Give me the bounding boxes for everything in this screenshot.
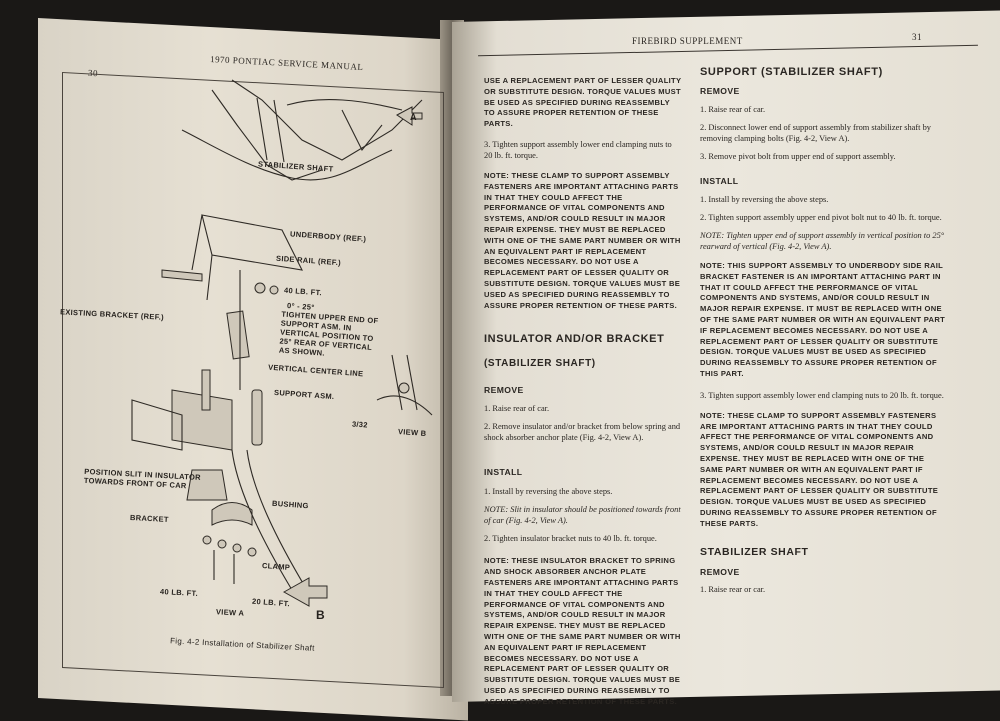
right-page-number: 31 <box>912 32 922 42</box>
support-remove-step-1: 1. Raise rear of car. <box>700 105 766 114</box>
label-torque-upper: 40 LB. FT. <box>283 285 323 298</box>
label-clamp: CLAMP <box>261 561 291 572</box>
left-page-number: 30 <box>87 67 99 79</box>
col1-step3: 3. Tighten support assembly lower end clamping nuts to 20 lb. ft. torque. <box>484 139 672 160</box>
label-bushing: BUSHING <box>271 498 309 511</box>
support-install-step-2: 2. Tighten support assembly upper end pivot bolt nut to 40 lb. ft. torque. <box>700 213 942 222</box>
label-existing-bracket: EXISTING BRACKET (REF.) <box>59 307 165 322</box>
label-view-a: VIEW A <box>215 607 245 618</box>
left-page-header: 1970 PONTIAC SERVICE MANUAL <box>209 53 364 73</box>
label-side-rail: SIDE RAIL (REF.) <box>275 253 342 268</box>
stabilizer-shaft-illustration <box>59 67 442 650</box>
col2-note2: NOTE: THESE CLAMP TO SUPPORT ASSEMBLY FASTENERS ARE IMPORTANT ATTACHING PARTS IN THAT THEY COULD AFFECT THE PERFORMANCE OF VITAL COMPONENTS AND SYSTEMS, AND/OR COULD RESULT IN MAJOR REPAIR EXPENSE. THEY MUST BE REPLACED WITH ONE OF THE SAME PART NUMBER OR WITH AN EQUIVALENT PART IF REPLACEMENT BECOMES NECESSARY. DO NOT USE A REPLACEMENT PART OF LESSER QUALITY OR SUBSTITUTE DESIGN. TORQUE VALUES MUST BE USED AS SPECIFIED DURING REASSEMBLY TO ASSURE PROPER RETENTION OF THESE PARTS. <box>700 410 939 528</box>
label-dimension: 3/32 <box>351 419 369 430</box>
insulator-install-step-2: 2. Tighten insulator bracket nuts to 40 lb. ft. torque. <box>484 534 657 544</box>
support-remove-heading: REMOVE <box>700 86 740 96</box>
insulator-section-subtitle: (STABILIZER SHAFT) <box>484 358 596 370</box>
stabilizer-remove-step-1: 1. Raise rear or car. <box>700 584 766 594</box>
col1-note2: NOTE: THESE INSULATOR BRACKET TO SPRING AND SHOCK ABSORBER ANCHOR PLATE FASTENERS ARE IMPORTANT ATTACHING PARTS IN THAT THEY COULD AFFECT THE PERFORMANCE OF VITAL COMPONENTS AND SYSTEMS, AND/OR COULD RESULT IN MAJOR REPAIR EXPENSE. THEY MUST BE REPLACED WITH ONE OF THE SAME PART NUMBER OR WITH AN EQUIVALENT PART IF REPLACEMENT BECOMES NECESSARY. DO NOT USE A REPLACEMENT PART OF LESSER QUALITY OR SUBSTITUTE DESIGN. TORQUE VALUES MUST BE USED AS SPECIFIED DURING REASSEMBLY TO ASSURE PROPER RETENTION OF THESE PARTS. <box>484 556 681 706</box>
insulator-install-note: NOTE: Slit in insulator should be positioned towards front of car (Fig. 4-2, View A). <box>484 505 681 526</box>
label-torque-left: 40 LB. FT. <box>159 587 199 598</box>
stabilizer-remove-heading: REMOVE <box>700 566 740 577</box>
col1-intro-note: USE A REPLACEMENT PART OF LESSER QUALITY OR SUBSTITUTE DESIGN. TORQUE VALUES MUST BE USED AS SPECIFIED DURING REASSEMBLY TO ASSURE PROPER RETENTION OF THESE PARTS. <box>484 76 682 129</box>
support-install-step-1: 1. Install by reversing the above steps. <box>700 195 829 204</box>
insulator-install-heading: INSTALL <box>484 467 523 478</box>
label-view-b: VIEW B <box>397 427 427 438</box>
label-arrow-b: B <box>316 608 325 622</box>
label-tighten-note: TIGHTEN UPPER END OF SUPPORT ASM. IN VERTICAL POSITION TO 25° REAR OF VERTICAL AS SHOWN. <box>278 309 379 358</box>
support-section-title: SUPPORT (STABILIZER SHAFT) <box>700 66 883 78</box>
label-arrow-a: A <box>410 112 417 122</box>
insulator-install-step-1: 1. Install by reversing the above steps. <box>484 487 613 497</box>
figure-caption: Fig. 4-2 Installation of Stabilizer Shaft <box>169 636 315 653</box>
support-install-note: NOTE: Tighten upper end of support assembly in vertical position to 25° rearward of vertical (Fig. 4-2, View A). <box>700 231 945 251</box>
insulator-remove-step-1: 1. Raise rear of car. <box>484 404 550 414</box>
insulator-remove-step-2: 2. Remove insulator and/or bracket from below spring and shock absorber anchor plate (Fig. 4-2, View A). <box>484 422 681 443</box>
col1-note1: NOTE: THESE CLAMP TO SUPPORT ASSEMBLY FASTENERS ARE IMPORTANT ATTACHING PARTS IN THAT THEY COULD AFFECT THE PERFORMANCE OF VITAL COMPONENTS AND SYSTEMS, AND/OR COULD RESULT IN MAJOR REPAIR EXPENSE. THEY MUST BE REPLACED WITH ONE OF THE SAME PART NUMBER OR WITH AN EQUIVALENT PART IF REPLACEMENT BECOMES NECESSARY. DO NOT USE A REPLACEMENT PART OF LESSER QUALITY OR SUBSTITUTE DESIGN. TORQUE VALUES MUST BE USED AS SPECIFIED DURING REASSEMBLY TO ASSURE PROPER RETENTION OF THESE PARTS. <box>484 170 681 310</box>
col2-step3: 3. Tighten support assembly lower end clamping nuts to 20 lb. ft. torque. <box>700 390 944 400</box>
stabilizer-exploded-drawing <box>129 215 432 606</box>
label-position-slit: POSITION SLIT IN INSULATOR TOWARDS FRONT OF CAR <box>83 466 202 491</box>
support-remove-step-3: 3. Remove pivot bolt from upper end of support assembly. <box>700 152 896 161</box>
right-column-2 <box>700 66 946 595</box>
insulator-section-title: INSULATOR AND/OR BRACKET <box>484 333 665 346</box>
stabilizer-section-title: STABILIZER SHAFT <box>700 545 809 558</box>
support-install-heading: INSTALL <box>700 176 739 186</box>
support-remove-step-2: 2. Disconnect lower end of support assembly from stabilizer shaft by removing clamping bolts (Fig. 4-2, View A). <box>700 123 931 143</box>
label-bracket: BRACKET <box>129 512 169 525</box>
right-page-header: FIREBIRD SUPPLEMENT <box>632 36 743 46</box>
label-vertical-center-line: VERTICAL CENTER LINE <box>267 362 364 379</box>
col2-note1: NOTE: THIS SUPPORT ASSEMBLY TO UNDERBODY SIDE RAIL BRACKET FASTENER IS AN IMPORTANT ATTACHING PART IN THAT IT COULD AFFECT THE PERFORMANCE OF VITAL COMPONENTS AND SYSTEMS, AND/OR COULD RESULT IN MAJOR REPAIR EXPENSE. IT MUST BE REPLACED WITH ONE OF THE SAME PART NUMBER OR WITH AN EQUIVALENT PART IF REPLACEMENT BECOMES NECESSARY. DO NOT USE A REPLACEMENT PART OF LESSER QUALITY OR SUBSTITUTE DESIGN. TORQUE VALUES MUST BE USED AS SPECIFIED DURING REASSEMBLY TO ASSURE PROPER RETENTION OF THIS PART. <box>700 261 946 378</box>
label-stabilizer-shaft: STABILIZER SHAFT <box>257 159 334 174</box>
label-angle: 0° - 25° <box>286 301 315 312</box>
label-torque-right: 20 LB. FT. <box>251 596 291 609</box>
insulator-remove-heading: REMOVE <box>484 385 524 396</box>
label-underbody: UNDERBODY (REF.) <box>289 229 367 244</box>
right-column-1 <box>484 76 682 708</box>
label-support-asm: SUPPORT ASM. <box>273 387 335 402</box>
